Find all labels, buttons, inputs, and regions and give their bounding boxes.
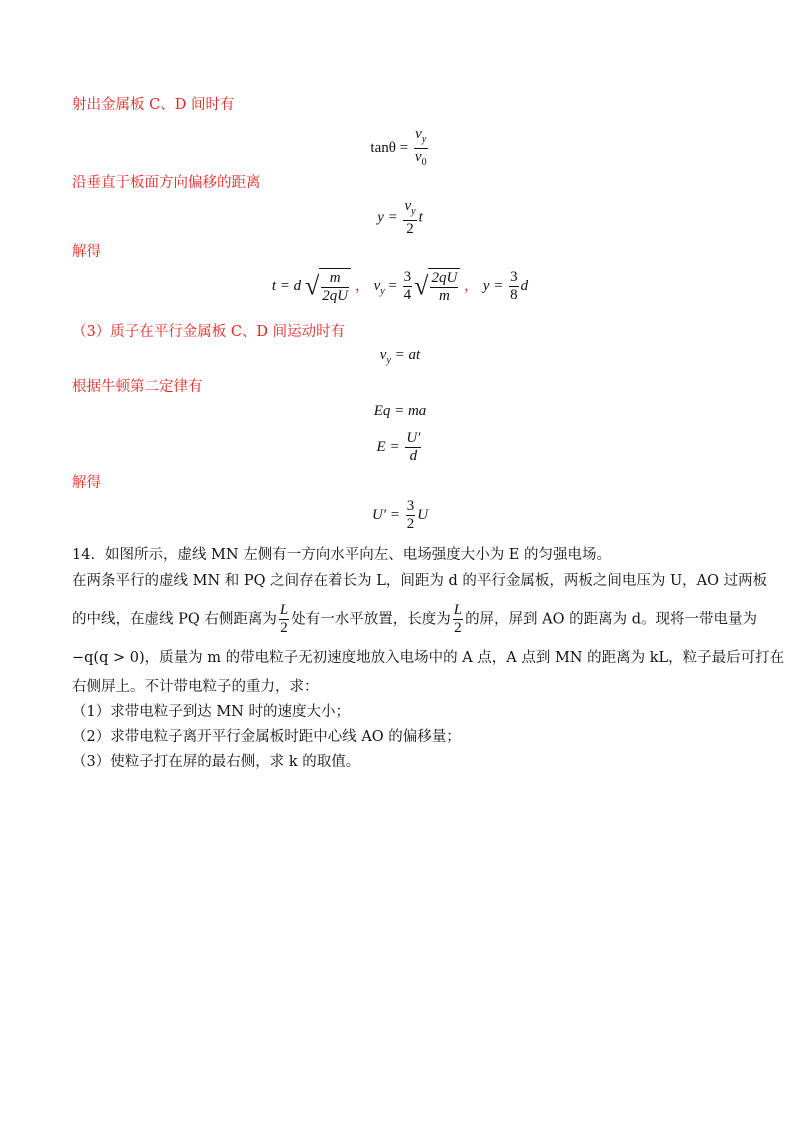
- sqrt: √ $\frac{m}{2qU}$: [305, 268, 351, 305]
- eq-text: U: [417, 506, 429, 523]
- equation-y-offset: [0, 198, 800, 238]
- problem-14-line-3: [72, 602, 757, 637]
- solution-line-4: （3）质子在平行金属板 C、D 间运动时有: [72, 324, 346, 340]
- solution-line-3: 解得: [72, 244, 101, 260]
- problem-text: 的屏，屏到 AO 的距离为 d。现将一带电量为: [465, 611, 758, 628]
- eq-text: 3: [510, 269, 518, 285]
- problem-text: 的中线，在虚线 PQ 右侧距离为: [72, 611, 277, 628]
- fraction: [403, 269, 413, 304]
- problem-14-line-5: 右侧屏上。不计带电粒子的重力，求：: [72, 679, 319, 695]
- eq-text: v: [414, 149, 422, 165]
- eq-text: y: [380, 285, 385, 297]
- fraction: [414, 126, 428, 171]
- eq-text: =: [388, 277, 397, 294]
- eq-text: m: [321, 270, 349, 288]
- fraction: [406, 498, 416, 533]
- eq-text: y: [411, 206, 416, 217]
- eq-text: m: [438, 288, 450, 304]
- eq-text: y: [421, 134, 427, 145]
- solution-line-2: 沿垂直于板面方向偏移的距离: [72, 175, 261, 191]
- eq-text: U′ =: [371, 506, 400, 523]
- solution-line-1: 射出金属板 C、D 间时有: [72, 97, 235, 113]
- eq-text: v: [404, 198, 412, 214]
- eq-text: v: [415, 126, 422, 142]
- eq-text: v: [373, 277, 381, 294]
- fraction: [279, 602, 289, 637]
- eq-text: y =: [482, 277, 504, 294]
- eq-text: t = d: [271, 277, 302, 294]
- equation-vy-at: [0, 347, 800, 366]
- equation-u-prime: [0, 498, 800, 533]
- eq-text: ，: [464, 277, 480, 294]
- fraction: [321, 270, 349, 305]
- equation-tan-theta: [0, 126, 800, 171]
- eq-text: = at: [394, 347, 421, 363]
- eq-text: d: [520, 277, 529, 294]
- eq-text: y: [386, 355, 391, 366]
- question-1: （1）求带电粒子到达 MN 时的速度大小；: [72, 704, 350, 720]
- eq-text: 2: [406, 221, 414, 237]
- eq-text: E =: [376, 438, 400, 455]
- eq-text: 2: [406, 516, 415, 532]
- eq-text: 2: [454, 620, 462, 636]
- eq-text: t: [418, 209, 423, 226]
- eq-text: 3: [406, 498, 415, 514]
- problem-14-line-4: −q(q > 0)，质量为 m 的带电粒子无初速度地放入电场中的 A 点，A 点到 MN 的距离为 kL，粒子最后可打在: [72, 650, 785, 666]
- fraction: [509, 269, 519, 304]
- eq-text: 2qU: [431, 270, 458, 286]
- fraction: [403, 198, 416, 238]
- problem-text: 处有一水平放置，长度为: [291, 611, 451, 628]
- eq-text: ，: [354, 277, 370, 294]
- fraction: [453, 602, 463, 637]
- eq-text: 3: [403, 269, 412, 285]
- fraction: [430, 270, 458, 305]
- eq-text: d: [409, 448, 418, 464]
- eq-text: 0: [421, 157, 427, 168]
- question-2: （2）求带电粒子离开平行金属板时距中心线 AO 的偏移量；: [72, 729, 461, 745]
- sqrt: √ $\frac{2qU}{m}$: [414, 268, 460, 305]
- eq-text: tanθ =: [370, 139, 409, 156]
- eq-text: y =: [377, 209, 398, 226]
- solution-line-6: 解得: [72, 475, 101, 491]
- eq-text: L: [279, 602, 289, 618]
- eq-text: U′: [406, 430, 421, 446]
- eq-text: v: [379, 347, 387, 363]
- eq-text: 8: [510, 287, 518, 303]
- eq-text: 2qU: [322, 288, 349, 304]
- question-3: （3）使粒子打在屏的最右侧，求 k 的取值。: [72, 754, 361, 770]
- eq-text: 4: [403, 287, 412, 303]
- problem-14-intro: 14．如图所示，虚线 MN 左侧有一方向水平向左、电场强度大小为 E 的匀强电场。: [72, 547, 612, 563]
- fraction: [405, 430, 421, 465]
- equation-e-field: [0, 430, 800, 465]
- problem-14-line-2: 在两条平行的虚线 MN 和 PQ 之间存在着长为 L，间距为 d 的平行金属板，两板之间电压为 U，AO 过两板: [72, 573, 768, 589]
- equation-eq-ma: Eq = ma: [373, 403, 427, 419]
- eq-text: L: [453, 602, 463, 618]
- equation-solutions: [0, 268, 800, 305]
- solution-line-5: 根据牛顿第二定律有: [72, 379, 203, 395]
- eq-text: 2: [280, 620, 288, 636]
